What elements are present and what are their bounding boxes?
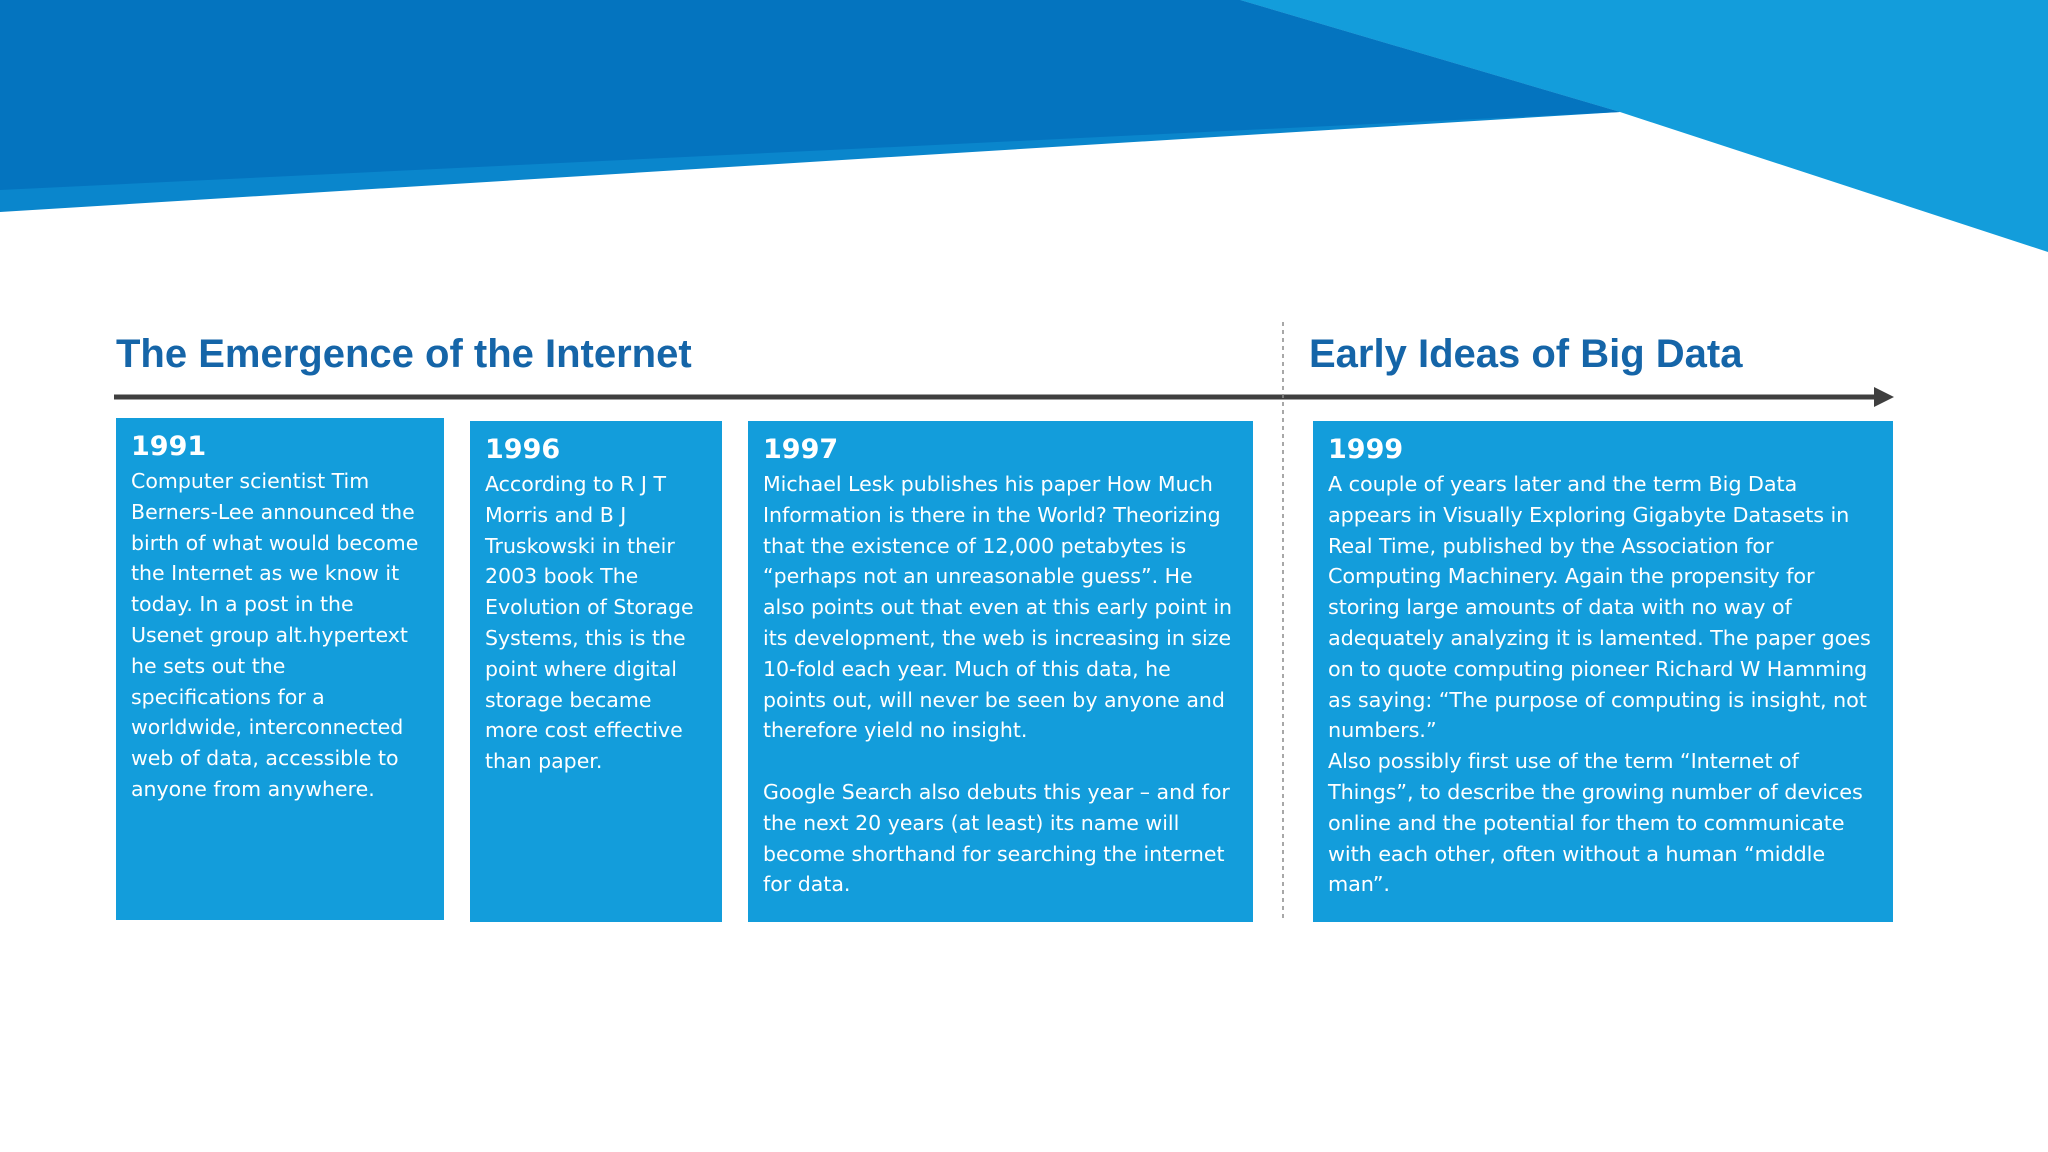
event-description-extra: Also possibly first use of the term “Internet of Things”, to describe the growing number of devices online and the potential for them to communicate with each other, often without a human “middle man”.	[1328, 749, 1863, 897]
event-card-1991	[116, 418, 444, 920]
event-year: 1997	[763, 434, 839, 465]
section-heading-big-data: Early Ideas of Big Data	[1309, 332, 1743, 376]
event-description-extra: Google Search also debuts this year – and for the next 20 years (at least) its name will become shorthand for searching the internet for data.	[763, 779, 1230, 897]
event-year: 1991	[131, 431, 207, 462]
event-card-1999	[1313, 421, 1893, 922]
event-card-1997	[748, 421, 1253, 922]
section-heading-internet: The Emergence of the Internet	[116, 332, 692, 376]
timeline-arrowhead	[1874, 387, 1894, 407]
event-description: According to R J T Morris and B J Truskowski in their 2003 book The Evolution of Storage Systems, this is the point where digital storage became more cost effective than paper.	[485, 472, 694, 774]
event-description: A couple of years later and the term Big Data appears in Visually Exploring Gigabyte Datasets in Real Time, published by the Association for Computing Machinery. Again the propensity for storing large amounts of data with no way of adequately analyzing it is lamented. The paper goes on to quote computing pioneer Richard W Hamming as saying: “The purpose of computing is insight, not numbers.”	[1328, 472, 1871, 743]
event-description: Computer scientist Tim Berners-Lee announced the birth of what would become the Internet as we know it today. In a post in the Usenet group alt.hypertext he sets out the specifications for a worldwide, interconnected web of data, accessible to anyone from anywhere.	[131, 469, 419, 801]
event-year: 1996	[485, 434, 561, 465]
event-card-1996	[470, 421, 722, 922]
event-description: Michael Lesk publishes his paper How Much Information is there in the World? Theorizing that the existence of 12,000 petabytes is “perhaps not an unreasonable guess”. He also points out that even at this early point in its development, the web is increasing in size 10-fold each year. Much of this data, he points out, will never be seen by anyone and therefore yield no insight.	[763, 472, 1233, 743]
event-year: 1999	[1328, 434, 1404, 465]
